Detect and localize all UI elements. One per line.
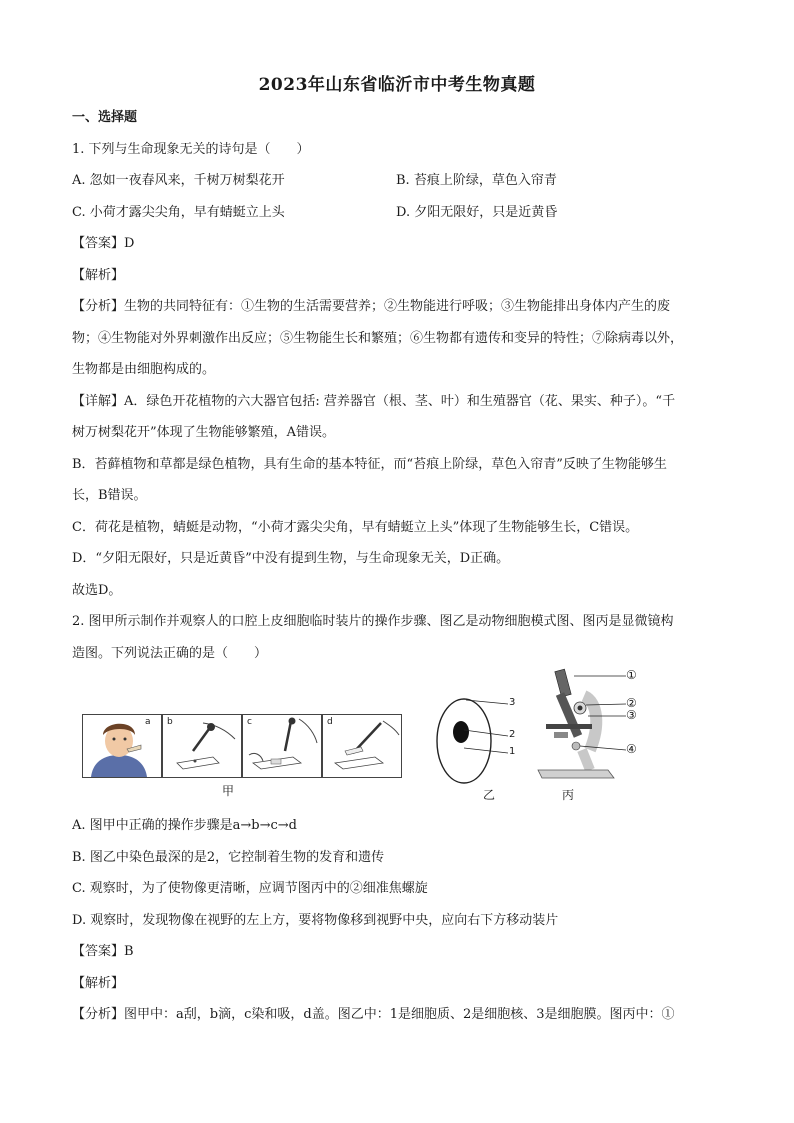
q2-option-a: A. 图甲中正确的操作步骤是a→b→c→d	[72, 818, 298, 833]
q1-fenxi-1	[72, 291, 724, 323]
panel-c-staining	[242, 714, 322, 778]
xiang-tag: 【详解】	[72, 393, 125, 409]
q1-xiang-3: B．苔藓植物和草都是绿色植物，具有生命的基本特征，而“苔痕上阶绿，草色入帘青”反映了生物能够生	[72, 456, 667, 472]
q1-xiang-1	[72, 386, 724, 418]
q2-option-b: B. 图乙中染色最深的是2，它控制着生物的发育和遗传	[72, 849, 385, 865]
figure-caption-bing: 丙	[562, 788, 575, 802]
q1-answer: 【答案】D	[72, 236, 135, 251]
q1-fenxi-2: 物；④生物能对外界刺激作出反应；⑤生物能生长和繁殖；⑥生物都有遗传和变异的特性；⑦除病毒以外，	[72, 330, 684, 346]
q1-option-c: C. 小荷才露尖尖角，早有蜻蜓立上头	[72, 204, 285, 220]
q1-xiang-2: 树万树梨花开”体现了生物能够繁殖，A错误。	[72, 425, 336, 440]
q1-xiang-4: 长，B错误。	[72, 488, 147, 503]
question-2-block	[72, 810, 724, 1031]
q1-analysis-heading: 【解析】	[72, 267, 125, 283]
panel-c-label: c	[247, 717, 252, 727]
q1-stem: 1. 下列与生命现象无关的诗句是（ ）	[72, 141, 310, 157]
q2-fenxi-text-1: 图甲中：a刮，b滴，c染和吸，d盖。图乙中：1是细胞质、2是细胞核、3是细胞膜。图丙中：①	[124, 1007, 675, 1022]
q1-xiang-6: D．“夕阳无限好，只是近黄昏”中没有提到生物，与生命现象无关，D正确。	[72, 551, 510, 566]
microscope-label-1: ①	[626, 668, 637, 682]
panel-b-label: b	[167, 717, 173, 727]
question-1-block	[72, 102, 724, 669]
q2-fenxi-1	[72, 999, 724, 1031]
q2-fenxi-tag: 【分析】	[72, 1007, 125, 1022]
cell-label-1: 1	[509, 746, 516, 757]
q1-xiang-text-1: A．绿色开花植物的六大器官包括: 营养器官（根、茎、叶）和生殖器官（花、果实、种子）。“千	[124, 393, 676, 409]
microscope-label-2: ②	[626, 696, 637, 710]
q2-option-d: D. 观察时，发现物像在视野的左上方，要将物像移到视野中央，应向右下方移动装片	[72, 912, 559, 928]
q2-analysis-heading: 【解析】	[72, 975, 125, 991]
section-heading: 一、选择题	[72, 110, 138, 125]
microscope-leader-lines	[574, 670, 634, 760]
q1-options-row-2	[72, 197, 724, 229]
q1-fenxi-text-1: 生物的共同特征有：①生物的生活需要营养；②生物能进行呼吸；③生物能排出身体内产生的废	[124, 299, 671, 314]
microscope-label-4: ④	[626, 742, 637, 756]
cell-leader-lines	[464, 698, 514, 758]
figure-caption-jia: 甲	[222, 784, 235, 798]
q1-fenxi-3: 生物都是由细胞构成的。	[72, 362, 216, 377]
q1-conclusion: 故选D。	[72, 582, 122, 598]
panel-d-covering	[322, 714, 402, 778]
figure-caption-yi: 乙	[483, 788, 496, 802]
page-title: 2023年山东省临沂市中考生物真题	[258, 75, 536, 95]
q2-figure	[72, 662, 732, 810]
panel-b-dropping	[162, 714, 242, 778]
q2-answer: 【答案】B	[72, 944, 134, 959]
q1-options-row-1	[72, 165, 724, 197]
staining-and-absorbing-illustration	[243, 715, 321, 777]
q2-option-c: C. 观察时，为了使物像更清晰，应调节图丙中的②细准焦螺旋	[72, 881, 428, 896]
dropper-on-slide-illustration	[163, 715, 241, 777]
q2-stem-1: 2. 图甲所示制作并观察人的口腔上皮细胞临时装片的操作步骤、图乙是动物细胞模式图、图丙是显微镜构	[72, 614, 674, 629]
fenxi-tag: 【分析】	[72, 299, 125, 314]
q2-stem-2: 造图。下列说法正确的是（ ）	[72, 645, 268, 661]
panel-a-label: a	[145, 717, 151, 727]
cover-slip-illustration	[323, 715, 401, 777]
cell-label-3: 3	[509, 697, 516, 708]
q1-option-d: D. 夕阳无限好，只是近黄昏	[396, 204, 558, 220]
microscope-label-3: ③	[626, 708, 637, 722]
q1-xiang-5: C．荷花是植物，蜻蜓是动物，“小荷才露尖尖角，早有蜻蜓立上头”体现了生物能够生长，C错误。	[72, 519, 639, 535]
panel-d-label: d	[327, 717, 333, 727]
panel-a-scraping	[82, 714, 162, 778]
q1-option-b: B. 苔痕上阶绿，草色入帘青	[396, 173, 557, 188]
q1-option-a: A. 忽如一夜春风来，千树万树梨花开	[72, 173, 285, 188]
cell-label-2: 2	[509, 729, 516, 740]
